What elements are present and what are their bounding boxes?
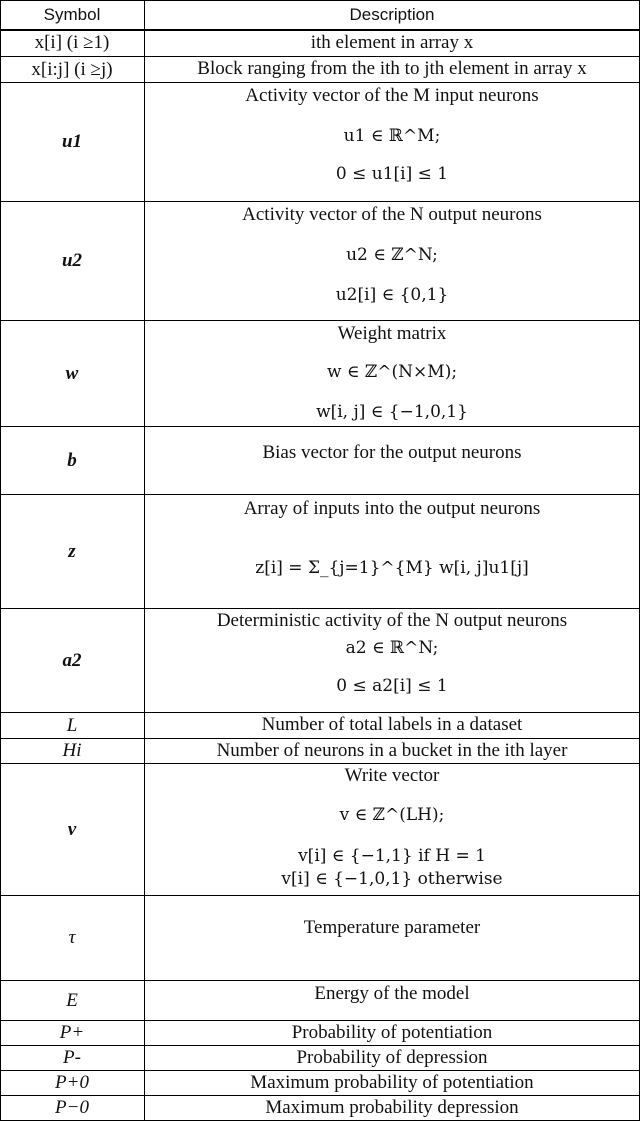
symbol-text: P+0 (55, 1072, 89, 1093)
table-row (0, 1021, 640, 1045)
description-text: Energy of the model (314, 983, 470, 1004)
table-row (0, 713, 640, 738)
description-text: Block ranging from the ith to jth element in array x (197, 58, 587, 79)
formula: 0 ≤ a2[i] ≤ 1 (336, 676, 448, 696)
symbol-x-i (0, 30, 144, 56)
symbol-w (0, 321, 144, 426)
description-cell (145, 202, 639, 320)
description-cell (145, 1071, 639, 1095)
description-text: Probability of potentiation (291, 1022, 493, 1043)
symbol-text: P- (63, 1047, 81, 1068)
symbol-text: E (66, 989, 78, 1011)
description-cell (145, 30, 639, 56)
table-row (0, 83, 640, 201)
description-cell (145, 896, 639, 980)
description-cell (145, 713, 639, 738)
description-text: Weight matrix (337, 323, 447, 344)
table-row (0, 739, 640, 763)
table-row (0, 202, 640, 320)
header-description: Description (349, 4, 435, 24)
symbol-tau (0, 896, 144, 980)
description-cell (145, 609, 639, 712)
symbol-v (0, 764, 144, 895)
table-row (0, 1071, 640, 1095)
symbol-text: u1 (61, 131, 83, 152)
description-text: Deterministic activity of the N output neurons (216, 610, 568, 631)
symbol-text: x[i] (i ≥1) (34, 32, 110, 53)
description-text: Number of neurons in a bucket in the ith layer (216, 740, 568, 761)
formula: v ∈ ℤ^(LH); (339, 805, 445, 825)
description-cell (145, 321, 639, 426)
table-row (0, 427, 640, 494)
description-cell (145, 495, 639, 608)
symbol-P-minus (0, 1046, 144, 1070)
description-cell (145, 1096, 639, 1120)
table-row (0, 30, 640, 56)
symbol-text: w (65, 362, 79, 384)
symbol-z (0, 495, 144, 608)
header-symbol: Symbol (43, 4, 101, 24)
formula: u1 ∈ ℝ^M; (343, 126, 441, 146)
description-text: Temperature parameter (303, 917, 481, 938)
description-text: Array of inputs into the output neurons (243, 498, 541, 519)
description-cell (145, 83, 639, 201)
symbol-text: v (67, 818, 77, 840)
description-text: Bias vector for the output neurons (262, 442, 522, 463)
table-row (0, 321, 640, 426)
symbol-u2 (0, 202, 144, 320)
formula: w[i, j] ∈ {−1,0,1} (316, 402, 468, 422)
description-text: Activity vector of the N output neurons (242, 204, 542, 225)
symbol-text: a2 (62, 649, 82, 671)
formula: a2 ∈ ℝ^N; (345, 638, 439, 658)
description-text: Write vector (344, 765, 440, 786)
description-text: Maximum probability depression (265, 1097, 519, 1118)
description-cell (145, 764, 639, 895)
table-row (0, 981, 640, 1020)
description-text: Maximum probability of potentiation (250, 1072, 534, 1093)
symbol-Hi (0, 739, 144, 763)
symbol-text: x[i:j] (i ≥j) (31, 58, 113, 80)
description-text: Number of total labels in a dataset (261, 714, 523, 735)
description-text: Activity vector of the M input neurons (245, 85, 539, 106)
description-cell (145, 1021, 639, 1045)
symbol-text: z (68, 540, 76, 562)
table-row (0, 495, 640, 608)
description-cell (145, 57, 639, 82)
formula: 0 ≤ u1[i] ≤ 1 (335, 164, 449, 184)
symbol-text: b (67, 449, 77, 471)
table-row (0, 57, 640, 82)
description-cell (145, 739, 639, 763)
symbol-P-minus-0 (0, 1096, 144, 1120)
symbol-text: P−0 (55, 1097, 89, 1118)
formula: u2[i] ∈ {0,1} (335, 285, 449, 305)
formula: v[i] ∈ {−1,0,1} otherwise (281, 869, 503, 889)
description-text: Probability of depression (296, 1047, 488, 1068)
symbol-x-i-j (0, 57, 144, 82)
formula: u2 ∈ ℤ^N; (346, 245, 438, 265)
table-row (0, 609, 640, 712)
symbol-P-plus (0, 1021, 144, 1045)
symbol-text: u2 (61, 250, 83, 271)
formula: w ∈ ℤ^(N×M); (326, 362, 458, 382)
formula: z[i] = Σ_{j=1}^{M} w[i, j]u1[j] (255, 558, 529, 578)
formula: v[i] ∈ {−1,1} if H = 1 (298, 846, 486, 866)
description-cell (145, 1046, 639, 1070)
symbol-E (0, 981, 144, 1020)
table-row (0, 1046, 640, 1070)
description-cell (145, 427, 639, 494)
description-cell (145, 981, 639, 1020)
symbol-text: τ (68, 927, 76, 948)
symbol-L (0, 713, 144, 738)
symbol-b (0, 427, 144, 494)
table-header (0, 0, 640, 29)
symbol-P-plus-0 (0, 1071, 144, 1095)
symbol-text: P+ (59, 1022, 85, 1043)
symbol-text: Hi (62, 740, 82, 761)
symbol-text: L (66, 714, 78, 736)
table-row (0, 896, 640, 980)
table-row (0, 764, 640, 895)
symbol-u1 (0, 83, 144, 201)
table-row (0, 1096, 640, 1120)
symbol-a2 (0, 609, 144, 712)
description-text: ith element in array x (310, 32, 474, 53)
